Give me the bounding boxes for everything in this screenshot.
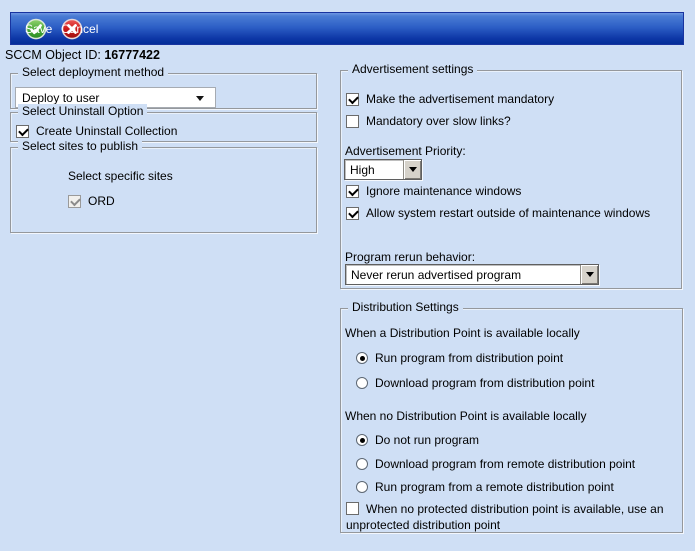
groupbox-deployment-method-title: Select deployment method <box>18 65 168 79</box>
download-from-dp-row <box>356 376 594 390</box>
advertisement-priority-dropdown[interactable] <box>344 159 422 180</box>
slow-links-label: Mandatory over slow links? <box>366 114 511 128</box>
advertisement-priority-selected: High <box>350 162 375 177</box>
chevron-down-icon <box>586 272 594 277</box>
site-ord-row <box>68 194 115 208</box>
mandatory-row <box>346 92 554 106</box>
slow-links-row <box>346 114 511 128</box>
sccm-object-id-value: 16777422 <box>104 48 160 62</box>
groupbox-sites-to-publish <box>10 139 317 233</box>
allow-restart-row <box>346 206 650 220</box>
groupbox-uninstall-option <box>10 104 317 142</box>
allow-restart-label: Allow system restart outside of maintenance windows <box>366 206 651 220</box>
mandatory-checkbox[interactable] <box>346 93 359 106</box>
chevron-down-icon <box>196 96 204 101</box>
download-from-dp-radio[interactable] <box>356 377 368 389</box>
ignore-maintenance-row <box>346 184 521 198</box>
groupbox-distribution-settings <box>340 300 683 533</box>
create-uninstall-collection-label: Create Uninstall Collection <box>36 124 178 138</box>
cancel-button[interactable] <box>61 18 99 40</box>
run-remote-dp-row <box>356 480 614 494</box>
groupbox-sites-to-publish-title: Select sites to publish <box>18 139 142 153</box>
groupbox-uninstall-option-title: Select Uninstall Option <box>18 104 147 118</box>
mandatory-label: Make the advertisement mandatory <box>366 92 555 106</box>
sccm-object-id <box>5 48 160 62</box>
local-dp-header: When a Distribution Point is available locally <box>345 326 580 340</box>
ignore-maintenance-label: Ignore maintenance windows <box>366 184 522 198</box>
chevron-down-icon <box>409 167 417 172</box>
program-rerun-dropdown[interactable] <box>345 264 599 285</box>
do-not-run-radio[interactable] <box>356 434 368 446</box>
save-button[interactable] <box>25 18 53 40</box>
toolbar <box>10 12 684 45</box>
select-specific-sites-label: Select specific sites <box>68 169 173 183</box>
create-uninstall-collection-row <box>16 124 177 138</box>
do-not-run-row <box>356 433 479 447</box>
deployment-method-selected: Deploy to user <box>22 90 100 105</box>
run-remote-dp-label: Run program from a remote distribution point <box>375 480 614 494</box>
run-remote-dp-radio[interactable] <box>356 481 368 493</box>
program-rerun-selected: Never rerun advertised program <box>351 267 522 282</box>
allow-restart-checkbox[interactable] <box>346 207 359 220</box>
cancel-button-label: Cancel <box>61 21 99 36</box>
download-from-dp-label: Download program from distribution point <box>375 376 595 390</box>
run-from-dp-radio[interactable] <box>356 352 368 364</box>
program-rerun-dropdown-button[interactable] <box>580 265 598 284</box>
groupbox-advertisement-settings <box>340 62 682 289</box>
program-rerun-label: Program rerun behavior: <box>345 250 476 264</box>
slow-links-checkbox[interactable] <box>346 115 359 128</box>
download-remote-dp-row <box>356 457 635 471</box>
download-remote-dp-label: Download program from remote distribution point <box>375 457 636 471</box>
unprotected-dp-checkbox[interactable] <box>346 502 359 515</box>
run-from-dp-label: Run program from distribution point <box>375 351 564 365</box>
run-from-dp-row <box>356 351 563 365</box>
save-button-label: Save <box>25 21 53 36</box>
advertisement-priority-dropdown-button[interactable] <box>403 160 421 179</box>
no-local-dp-header: When no Distribution Point is available locally <box>345 409 587 423</box>
unprotected-dp-row <box>346 501 678 533</box>
unprotected-dp-label: When no protected distribution point is available, use an unprotected distribution point <box>346 502 664 532</box>
download-remote-dp-radio[interactable] <box>356 458 368 470</box>
groupbox-advertisement-settings-title: Advertisement settings <box>348 62 477 76</box>
site-ord-label: ORD <box>88 194 115 208</box>
groupbox-distribution-settings-title: Distribution Settings <box>348 300 463 314</box>
create-uninstall-collection-checkbox[interactable] <box>16 125 29 138</box>
site-ord-checkbox <box>68 195 81 208</box>
sccm-object-id-label: SCCM Object ID: <box>5 48 101 62</box>
ignore-maintenance-checkbox[interactable] <box>346 185 359 198</box>
advertisement-priority-label: Advertisement Priority: <box>345 144 466 158</box>
do-not-run-label: Do not run program <box>375 433 480 447</box>
